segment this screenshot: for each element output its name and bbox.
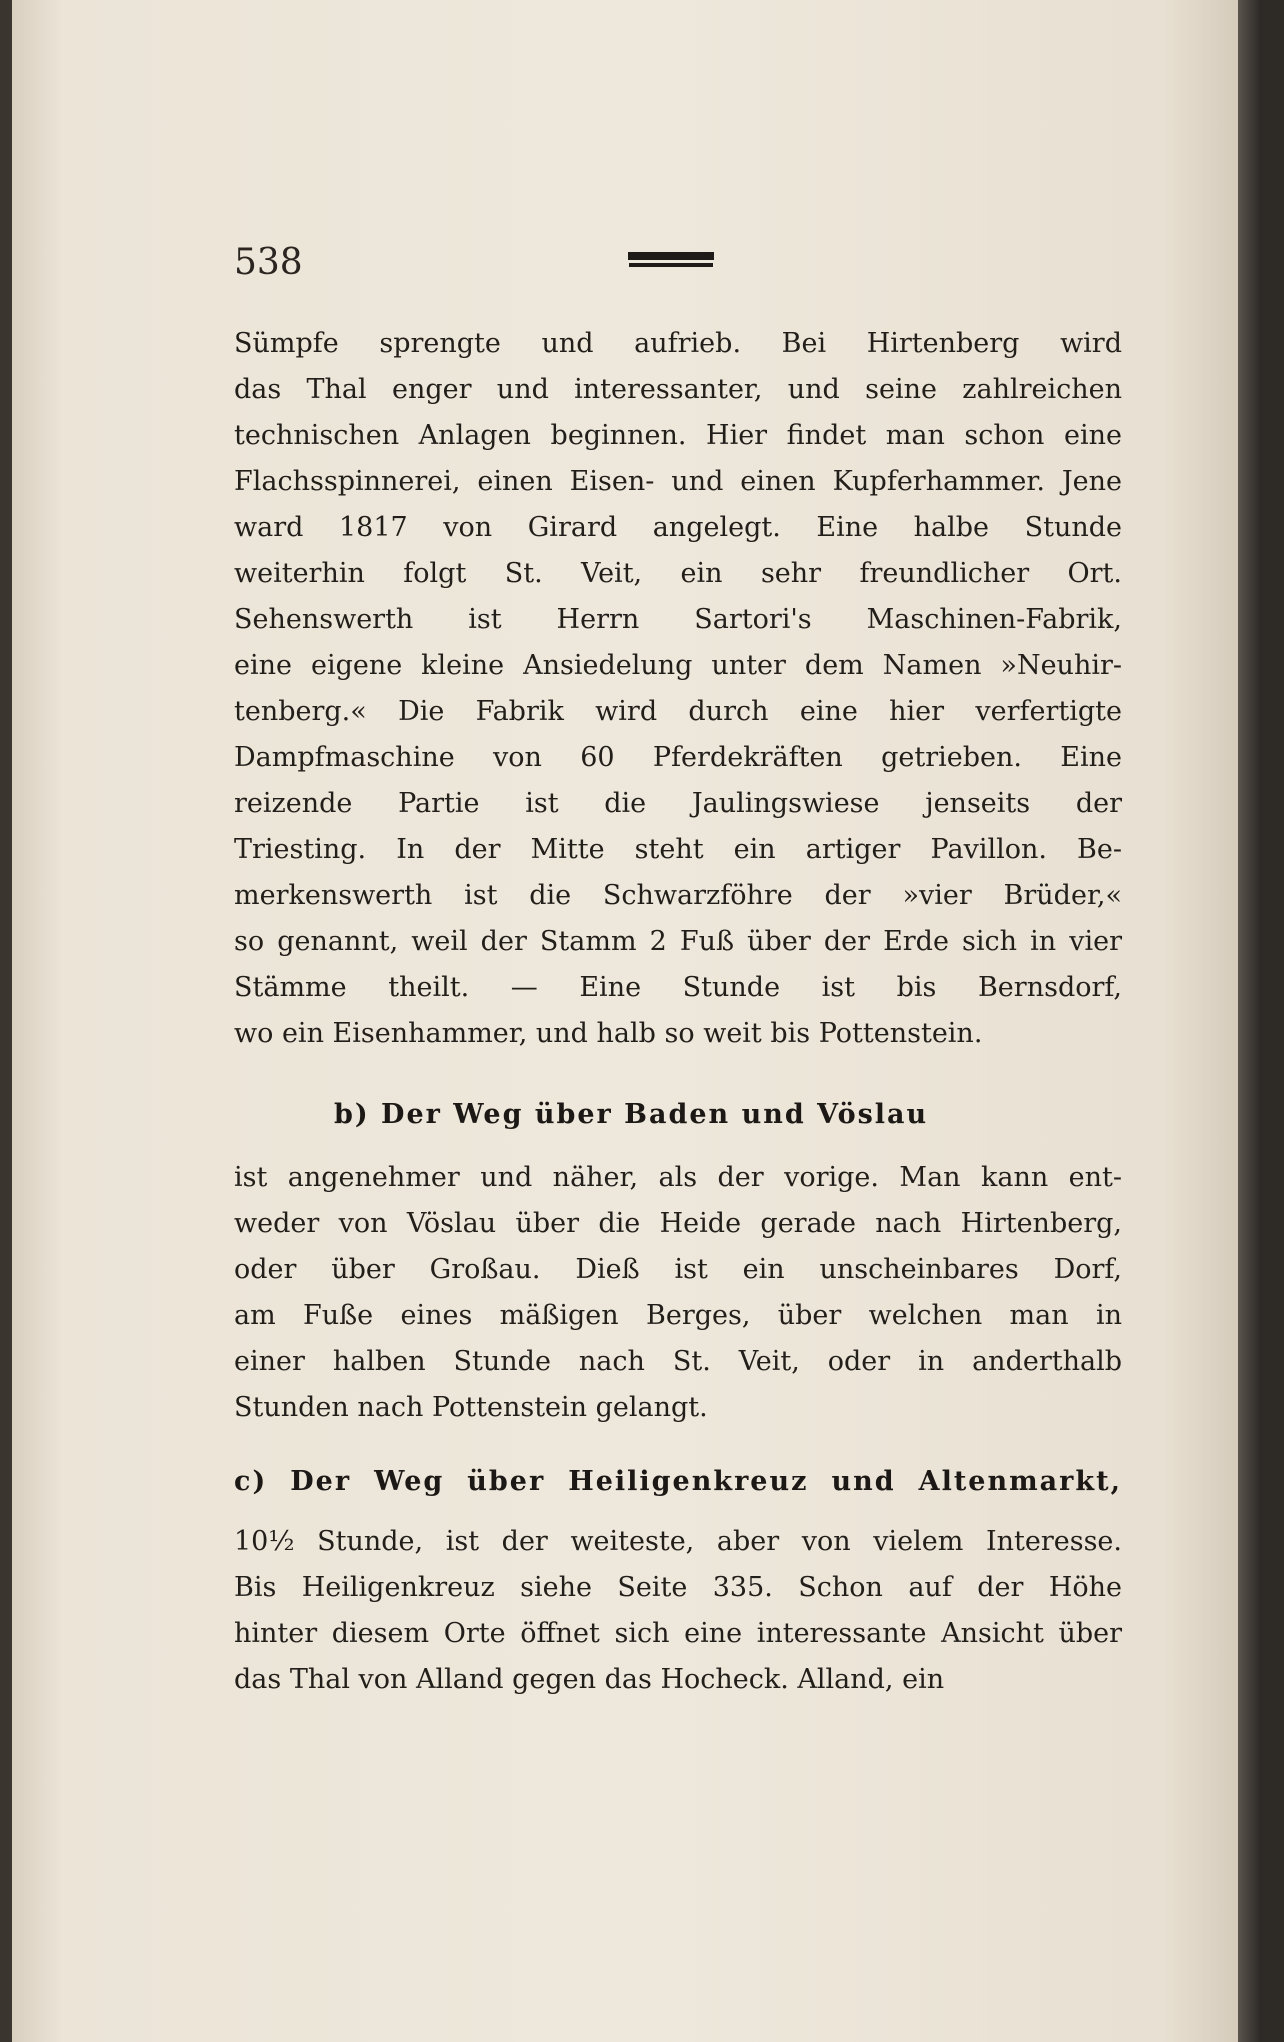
paragraph-1-line: tenberg.« Die Fabrik wird durch eine hier verfertigte	[234, 696, 1122, 727]
paragraph-1-line: weiterhin folgt St. Veit, ein sehr freundlicher Ort.	[234, 558, 1122, 589]
paragraph-3-line: das Thal von Alland gegen das Hocheck. Alland, ein	[234, 1664, 945, 1695]
book-edge-left	[0, 0, 12, 2042]
paragraph-1-line: merkenswerth ist die Schwarzföhre der »vier Brüder,«	[234, 880, 1122, 911]
paragraph-1-line: ward 1817 von Girard angelegt. Eine halbe Stunde	[234, 512, 1122, 543]
paragraph-2-line: weder von Vöslau über die Heide gerade nach Hirtenberg,	[234, 1208, 1122, 1239]
paragraph-1-line: das Thal enger und interessanter, und seine zahlreichen	[234, 374, 1122, 405]
paragraph-2-line: oder über Großau. Dieß ist ein unscheinbares Dorf,	[234, 1254, 1122, 1285]
paragraph-2-line: einer halben Stunde nach St. Veit, oder in anderthalb	[234, 1346, 1122, 1377]
paragraph-1-line: Triesting. In der Mitte steht ein artiger Pavillon. Be-	[234, 834, 1122, 865]
paragraph-3-line: 10½ Stunde, ist der weiteste, aber von vielem Interesse.	[234, 1526, 1122, 1557]
paragraph-1-line: eine eigene kleine Ansiedelung unter dem Namen »Neuhir-	[234, 650, 1122, 681]
paragraph-1-line: Dampfmaschine von 60 Pferdekräften getrieben. Eine	[234, 742, 1122, 773]
paragraph-1-line: technischen Anlagen beginnen. Hier findet man schon eine	[234, 420, 1122, 451]
paragraph-1-line: so genannt, weil der Stamm 2 Fuß über der Erde sich in vier	[234, 926, 1122, 957]
paragraph-1-line: Sehenswerth ist Herrn Sartori's Maschinen-Fabrik,	[234, 604, 1122, 635]
section-heading-c: c) Der Weg über Heiligenkreuz und Altenmarkt,	[234, 1466, 1122, 1497]
paragraph-3-line: hinter diesem Orte öffnet sich eine interessante Ansicht über	[234, 1618, 1122, 1649]
paragraph-2-line: ist angenehmer und näher, als der vorige. Man kann ent-	[234, 1162, 1122, 1193]
paragraph-1-line: Stämme theilt. — Eine Stunde ist bis Bernsdorf,	[234, 972, 1122, 1003]
header-ornament-rule	[628, 252, 714, 263]
paragraph-1-line: wo ein Eisenhammer, und halb so weit bis Pottenstein.	[234, 1018, 983, 1049]
paragraph-1-line: Flachsspinnerei, einen Eisen- und einen Kupferhammer. Jene	[234, 466, 1122, 497]
paragraph-3-line: Bis Heiligenkreuz siehe Seite 335. Schon auf der Höhe	[234, 1572, 1122, 1603]
paragraph-2-line: am Fuße eines mäßigen Berges, über welchen man in	[234, 1300, 1122, 1331]
page-number: 538	[234, 242, 303, 283]
paragraph-2-line: Stunden nach Pottenstein gelangt.	[234, 1392, 708, 1423]
section-heading-b: b) Der Weg über Baden und Vöslau	[334, 1099, 929, 1130]
paragraph-1-line: Sümpfe sprengte und aufrieb. Bei Hirtenberg wird	[234, 328, 1122, 359]
paragraph-1-line: reizende Partie ist die Jaulingswiese jenseits der	[234, 788, 1122, 819]
book-binding	[1238, 0, 1262, 2042]
